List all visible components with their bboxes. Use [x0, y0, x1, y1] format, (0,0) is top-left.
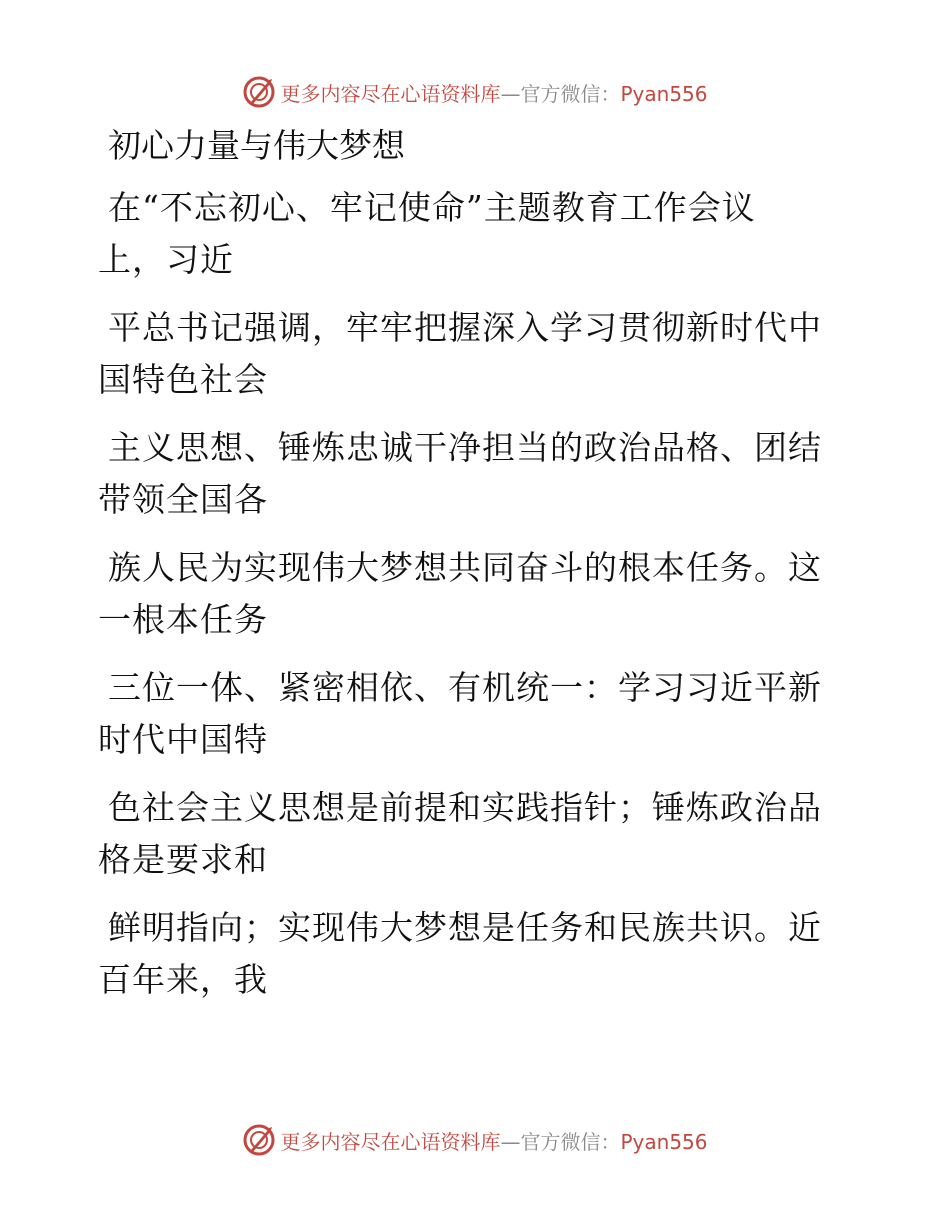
wechat-label: 官方微信： — [520, 81, 621, 106]
footer-banner-text — [280, 1126, 707, 1155]
footer-banner — [0, 1120, 950, 1160]
banner-dash: — — [500, 81, 521, 106]
brand-logo-icon — [242, 1123, 276, 1157]
text-line: 国特色社会 — [98, 360, 268, 399]
text-line: 平总书记强调，牢牢把握深入学习贯彻新时代中 — [108, 308, 822, 347]
document-title: 初心力量与伟大梦想 — [108, 126, 405, 165]
text-paragraph — [98, 902, 838, 1006]
text-paragraph — [98, 542, 838, 646]
text-line: 族人民为实现伟大梦想共同奋斗的根本任务。这 — [108, 548, 822, 587]
text-line: 三位一体、紧密相依、有机统一：学习习近平新 — [108, 668, 822, 707]
brand-logo-icon — [242, 75, 276, 109]
wechat-account: Pyan556 — [620, 81, 708, 106]
text-paragraph — [98, 662, 838, 766]
text-line: 带领全国各 — [98, 480, 268, 519]
text-paragraph — [98, 182, 838, 286]
text-line: 在“不忘初心、牢记使命”主题教育工作会议 — [108, 188, 756, 227]
text-line: 上，习近 — [98, 240, 234, 279]
document-body — [98, 120, 838, 1022]
text-paragraph — [98, 782, 838, 886]
text-line: 鲜明指向；实现伟大梦想是任务和民族共识。近 — [108, 908, 822, 947]
header-banner-text — [280, 78, 707, 107]
text-paragraph — [98, 422, 838, 526]
text-paragraph — [98, 302, 838, 406]
text-line: 一根本任务 — [98, 600, 268, 639]
wechat-account: Pyan556 — [620, 1129, 708, 1154]
text-line: 百年来，我 — [98, 960, 268, 999]
site-name: 更多内容尽在心语资料库 — [280, 81, 501, 106]
banner-dash: — — [500, 1129, 521, 1154]
site-name: 更多内容尽在心语资料库 — [280, 1129, 501, 1154]
wechat-label: 官方微信： — [520, 1129, 621, 1154]
text-line: 色社会主义思想是前提和实践指针；锤炼政治品 — [108, 788, 822, 827]
text-line: 时代中国特 — [98, 720, 268, 759]
text-line: 格是要求和 — [98, 840, 268, 879]
text-line: 主义思想、锤炼忠诚干净担当的政治品格、团结 — [108, 428, 822, 467]
header-banner — [0, 72, 950, 112]
